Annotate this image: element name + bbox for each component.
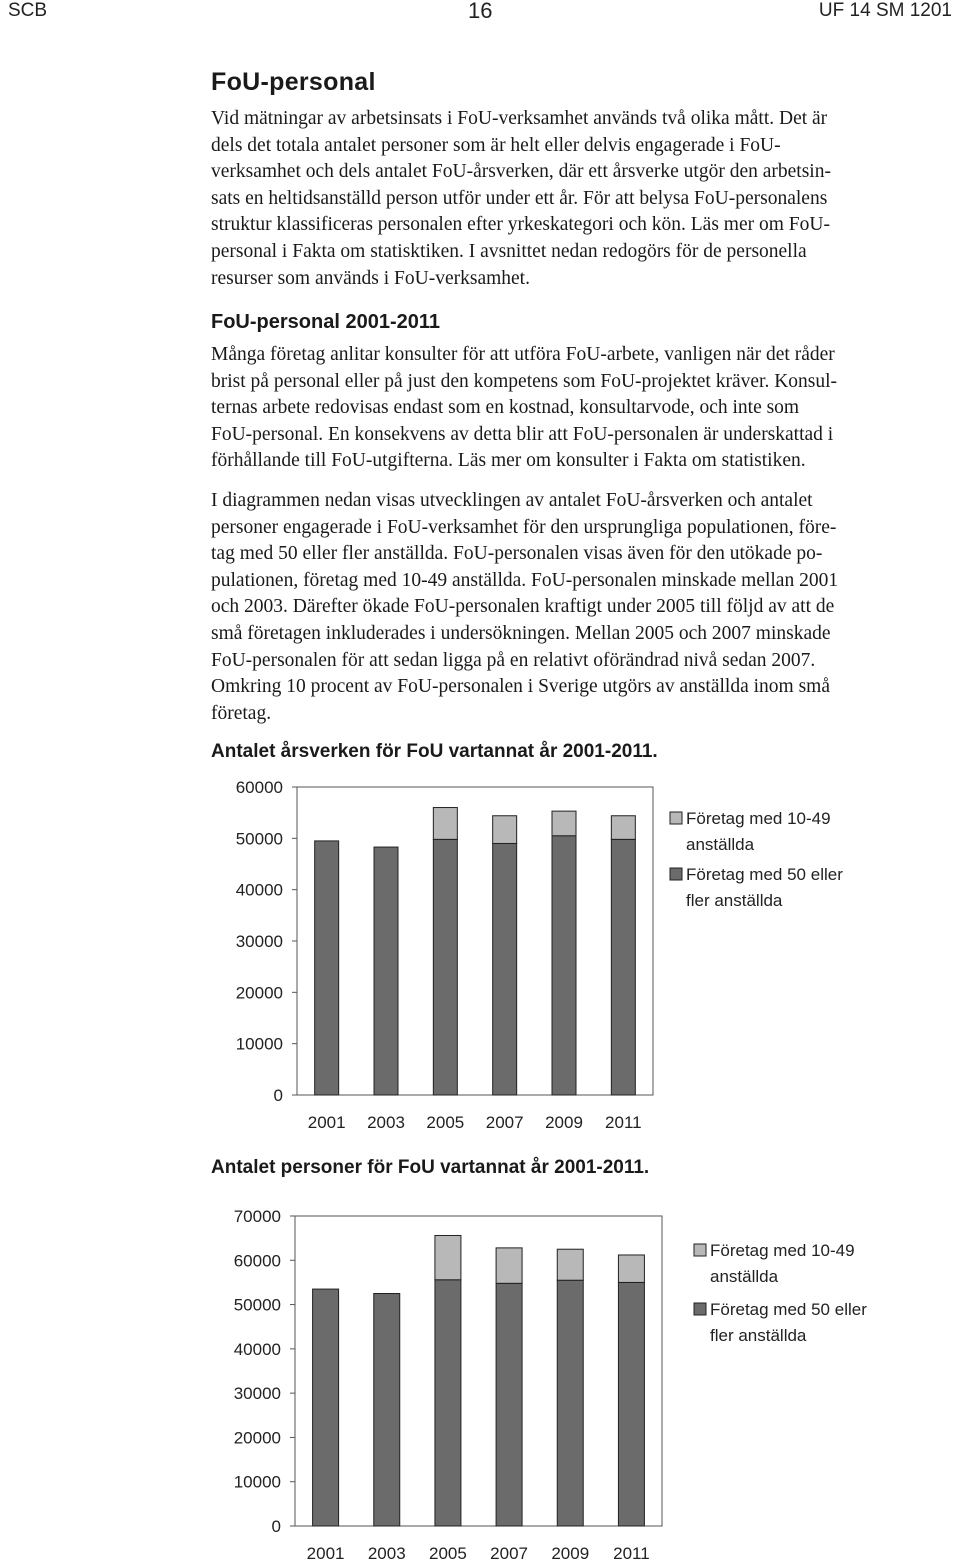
bar-large-companies <box>496 1283 522 1526</box>
intro-line: resurser som används i FoU-verksamhet. <box>211 267 530 289</box>
y-tick-label: 10000 <box>235 1034 283 1054</box>
development-paragraph <box>211 488 959 727</box>
y-tick-label: 0 <box>271 1517 281 1536</box>
y-tick-label: 50000 <box>235 829 283 849</box>
bar-small-companies <box>611 816 635 840</box>
para3-line: tag med 50 eller fler anställda. FoU-personalen visas även för den utökade po- <box>211 543 823 565</box>
intro-line: sats en heltidsanställd person utför under ett år. För att belysa FoU-personalens <box>211 187 828 209</box>
y-tick-label: 50000 <box>233 1295 281 1315</box>
bar-small-companies <box>493 816 517 844</box>
x-tick-label: 2005 <box>426 1113 465 1132</box>
chart-personer <box>0 1195 960 1562</box>
para3-line: företag. <box>211 702 272 724</box>
legend-label: anställda <box>710 1267 779 1286</box>
bar-small-companies <box>496 1248 522 1283</box>
legend-swatch-large <box>694 1303 706 1315</box>
x-tick-label: 2005 <box>429 1544 467 1562</box>
report-id: UF 14 SM 1201 <box>818 0 952 21</box>
bar-small-companies <box>435 1235 461 1279</box>
y-tick-label: 40000 <box>235 880 283 900</box>
bar-small-companies <box>557 1249 583 1280</box>
bar-small-companies <box>618 1255 644 1282</box>
para2-line: ternas arbete redovisas endast som en kostnad, konsultarvode, och inte som <box>211 397 800 419</box>
y-tick-label: 60000 <box>235 778 283 797</box>
consultants-paragraph <box>211 342 959 475</box>
legend-label: fler anställda <box>710 1326 807 1345</box>
intro-line: dels det totala antalet personer som är helt eller delvis engagerade i FoU- <box>211 134 781 156</box>
plot-area <box>295 1216 662 1526</box>
x-tick-label: 2011 <box>605 1113 642 1132</box>
x-tick-label: 2009 <box>545 1113 583 1132</box>
intro-line: struktur klassificeras personalen efter yrkeskategori och kön. Läs mer om FoU- <box>211 214 830 236</box>
para3-line: I diagrammen nedan visas utvecklingen av antalet FoU-årsverken och antalet <box>211 490 813 511</box>
x-tick-label: 2003 <box>367 1544 406 1562</box>
para2-line: brist på personal eller på just den kompetens som FoU-projektet kräver. Konsul- <box>211 370 838 392</box>
para3-line: pulationen, företag med 10-49 anställda. FoU-personalen minskade mellan 2001 <box>211 569 839 591</box>
para2-line: Många företag anlitar konsulter för att utföra FoU-arbete, vanligen när det råder <box>211 344 835 365</box>
y-tick-label: 70000 <box>233 1207 281 1226</box>
y-tick-label: 60000 <box>233 1251 281 1271</box>
bar-large-companies <box>374 1294 400 1527</box>
plot-area <box>297 787 653 1095</box>
intro-paragraph <box>211 106 959 292</box>
page-number: 16 <box>468 0 493 23</box>
y-tick-label: 20000 <box>233 1428 281 1448</box>
legend-label: Företag med 10-49 <box>686 809 831 828</box>
x-tick-label: 2001 <box>307 1113 346 1132</box>
chart-title-personer: Antalet personer för FoU vartannat år 2001-2011. <box>211 1157 650 1178</box>
legend-label: Företag med 50 eller <box>710 1300 867 1319</box>
chart-arsverken <box>0 770 960 1140</box>
bar-large-companies <box>315 841 339 1095</box>
section-title: FoU-personal <box>211 68 376 96</box>
intro-line: Vid mätningar av arbetsinsats i FoU-verksamhet används två olika mått. Det är <box>211 108 828 129</box>
para3-line: och 2003. Därefter ökade FoU-personalen kraftigt under 2005 till följd av att de <box>211 596 835 618</box>
legend-swatch-small <box>694 1244 706 1256</box>
bar-large-companies <box>435 1280 461 1526</box>
x-tick-label: 2007 <box>490 1544 528 1562</box>
legend-swatch-large <box>670 868 682 880</box>
bar-large-companies <box>618 1282 644 1526</box>
bar-small-companies <box>433 808 457 840</box>
legend-swatch-small <box>670 812 682 824</box>
x-tick-label: 2007 <box>485 1113 524 1132</box>
y-tick-label: 0 <box>273 1086 283 1105</box>
para3-line: små företagen inkluderades i undersökningen. Mellan 2005 och 2007 minskade <box>211 622 831 644</box>
chart-title-arsverken: Antalet årsverken för FoU vartannat år 2001-2011. <box>211 741 658 762</box>
intro-line: personal i Fakta om statisktiken. I avsnittet nedan redogörs för de personella <box>211 240 807 262</box>
x-tick-label: 2003 <box>367 1113 405 1132</box>
y-tick-label: 30000 <box>233 1384 281 1404</box>
bar-small-companies <box>552 811 576 836</box>
subsection-title: FoU-personal 2001-2011 <box>211 311 440 333</box>
x-tick-label: 2001 <box>306 1544 345 1562</box>
y-tick-label: 20000 <box>235 983 283 1003</box>
para2-line: FoU-personal. En konsekvens av detta blir att FoU-personalen är underskattad i <box>211 423 834 445</box>
legend-label: Företag med 50 eller <box>686 865 843 884</box>
para3-line: personer engagerade i FoU-verksamhet för den ursprungliga populationen, före- <box>211 516 837 538</box>
y-tick-label: 10000 <box>233 1472 281 1492</box>
bar-large-companies <box>552 836 576 1095</box>
para2-line: förhållande till FoU-utgifterna. Läs mer om konsulter i Fakta om statistiken. <box>211 450 806 472</box>
bar-large-companies <box>313 1289 339 1526</box>
bar-large-companies <box>433 839 457 1095</box>
x-tick-label: 2009 <box>551 1544 590 1562</box>
legend-label: anställda <box>686 835 755 854</box>
x-tick-label: 2011 <box>613 1544 650 1562</box>
legend-label: fler anställda <box>686 891 783 910</box>
intro-line: verksamhet och dels antalet FoU-årsverken, där ett årsverke utgör den arbetsin- <box>211 161 831 183</box>
y-tick-label: 40000 <box>233 1339 281 1359</box>
para3-line: FoU-personalen för att sedan ligga på en relativt oförändrad nivå sedan 2007. <box>211 649 816 671</box>
bar-large-companies <box>493 843 517 1095</box>
bar-large-companies <box>557 1280 583 1526</box>
legend-label: Företag med 10-49 <box>710 1241 855 1260</box>
header-org: SCB <box>8 0 48 21</box>
bar-large-companies <box>374 847 398 1095</box>
y-tick-label: 30000 <box>235 932 283 951</box>
para3-line: Omkring 10 procent av FoU-personalen i Sverige utgörs av anställda inom små <box>211 676 830 698</box>
bar-large-companies <box>611 839 635 1095</box>
